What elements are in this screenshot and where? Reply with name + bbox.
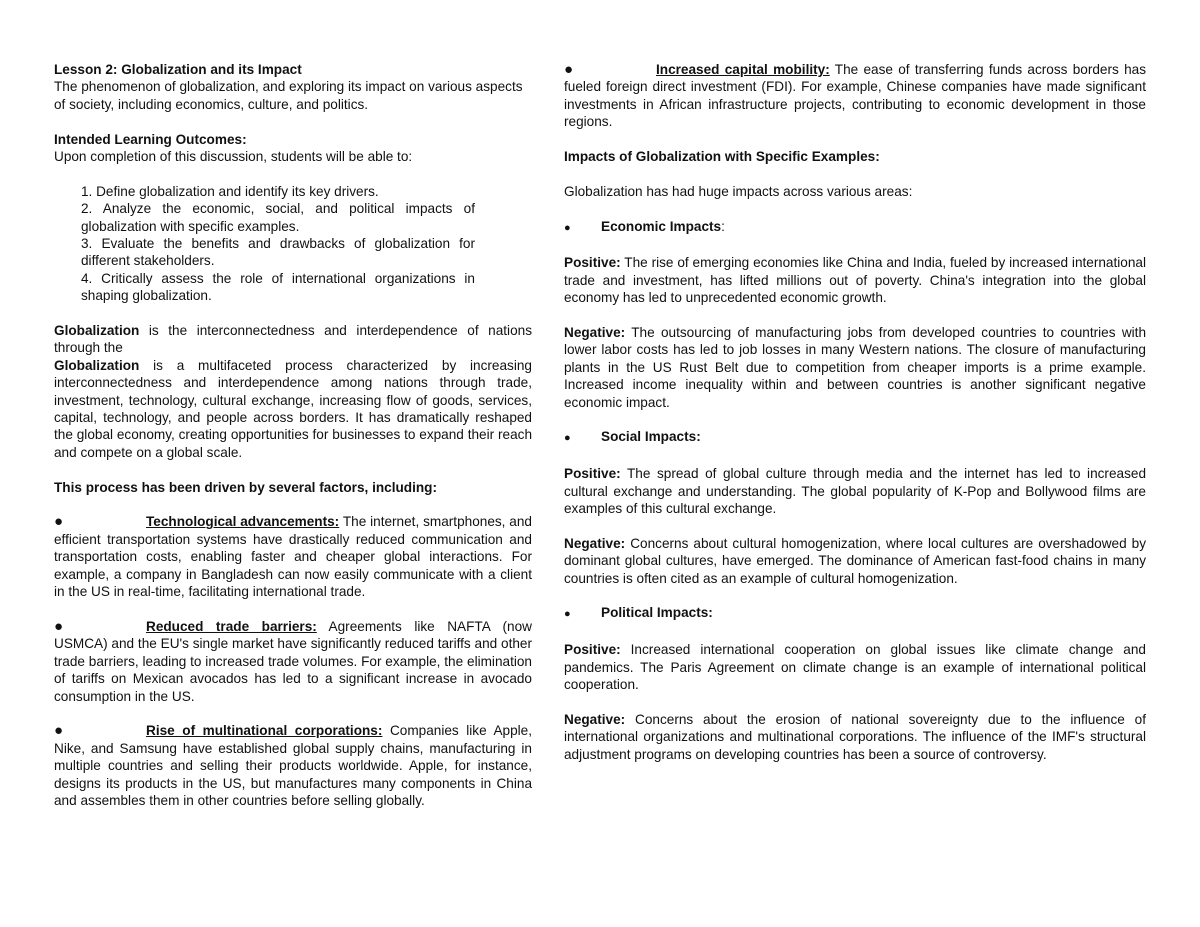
social-positive: Positive: The spread of global culture through media and the internet has led to increased cultural exchange and understanding. The global popularity of K-Pop and Bollywood films are examples of this cultural exchange. [564, 466, 1146, 517]
social-impacts-heading: ● Social Impacts: [564, 428, 1146, 447]
term-globalization: Globalization [54, 357, 140, 373]
outcome-item: 4. Critically assess the role of international organizations in shaping globalization. [81, 270, 475, 304]
driver-capital-mobility: ● Increased capital mobility: The ease of transferring funds across borders has fueled foreign direct investment (FDI). For example, Chinese companies have made significant investments in African infrastructure projects, contributing to economic development in those regions. [564, 61, 1146, 130]
outcome-item: 2. Analyze the economic, social, and political impacts of globalization with specific examples. [81, 201, 475, 234]
economic-negative: Negative: The outsourcing of manufacturing jobs from developed countries to countries with lower labor costs has led to job losses in many Western nations. The closure of manufacturing plants in the US Rust Belt due to competition from cheaper imports is a prime example. Increased income inequality within and between countries is another significant negative economic impact. [564, 325, 1146, 410]
political-positive: Positive: Increased international cooperation on global issues like climate change and pandemics. The Paris Agreement on climate change is an example of international political cooperation. [564, 642, 1146, 693]
definition-paragraph-2: Globalization is a multifaceted process characterized by increasing interconnectedness and interdependence among nations through trade, investment, technology, cultural exchange, increasing flow of goods, services, capital, technology, and people across borders. It has dramatically reshaped the global economy, creating opportunities for businesses to expand their reach and compete on a global scale. [54, 357, 532, 460]
bullet-icon: ● [564, 221, 571, 234]
political-impacts-heading: ● Political Impacts: [564, 604, 1146, 623]
political-negative: Negative: Concerns about the erosion of national sovereignty due to the influence of international organizations and multinational corporations. The influence of the IMF's structural adjustment programs on developing countries has been a source of controversy. [564, 711, 1146, 762]
bullet-icon: ● [564, 608, 571, 621]
social-negative: Negative: Concerns about cultural homogenization, where local cultures are overshadowed by dominant global cultures, have emerged. The dominance of American fast-food chains in many countries is often cited as an example of cultural homogenization. [564, 535, 1146, 586]
driver-technological: ● Technological advancements: The internet, smartphones, and efficient transportation systems have drastically reduced communication and transportation costs, enabling faster and cheaper global interactions. For example, a company in Bangladesh can now easily communicate with a client in the US in real-time, facilitating international trade. [54, 513, 532, 600]
driver-multinationals: ● Rise of multinational corporations: Companies like Apple, Nike, and Samsung have established global supply chains, manufacturing in multiple countries and selling their products worldwide. Apple, for instance, designs its products in the US, but manufactures many components in China and assembles them in other countries before selling globally. [54, 722, 532, 808]
bullet-icon: ● [54, 513, 64, 531]
left-column [54, 61, 532, 809]
right-column [564, 61, 1146, 763]
ilo-intro: Upon completion of this discussion, students will be able to: [54, 149, 413, 165]
definition-paragraph-1: Globalization is the interconnectedness and interdependence of nations through the [54, 323, 532, 356]
lesson-subtitle: The phenomenon of globalization, and exploring its impact on various aspects of society, including economics, culture, and politics. [54, 79, 523, 112]
bullet-icon: ● [564, 432, 571, 445]
economic-impacts-heading: ● Economic Impacts: [564, 218, 1146, 237]
economic-positive: Positive: The rise of emerging economies like China and India, fueled by increased international trade and investment, has lifted millions out of poverty. China's integration into the global economy has led to unprecedented economic growth. [564, 255, 1146, 306]
bullet-icon: ● [54, 617, 64, 635]
term-globalization: Globalization [54, 323, 140, 339]
bullet-icon: ● [54, 722, 64, 740]
outcome-item: 1. Define globalization and identify its key drivers. [81, 183, 379, 199]
learning-outcomes-list [54, 183, 475, 305]
bullet-icon: ● [564, 61, 574, 78]
driver-label: Technological advancements: [146, 514, 340, 530]
driver-label: Rise of multinational corporations: [146, 723, 383, 739]
lesson-title: Lesson 2: Globalization and its Impact [54, 62, 302, 77]
driver-label: Reduced trade barriers: [146, 618, 317, 634]
outcome-item: 3. Evaluate the benefits and drawbacks of globalization for different stakeholders. [81, 236, 475, 269]
impacts-intro: Globalization has had huge impacts across various areas: [564, 183, 913, 199]
ilo-heading: Intended Learning Outcomes: [54, 131, 247, 147]
drivers-heading: This process has been driven by several factors, including: [54, 479, 438, 495]
driver-trade-barriers: ● Reduced trade barriers: Agreements like NAFTA (now USMCA) and the EU's single market have significantly reduced tariffs and other trade barriers, leading to increased trade volumes. For example, the elimination of tariffs on Mexican avocados has led to a significant increase in avocado consumption in the US. [54, 617, 532, 704]
driver-label: Increased capital mobility: [656, 62, 830, 77]
impacts-heading: Impacts of Globalization with Specific Examples: [564, 149, 880, 165]
